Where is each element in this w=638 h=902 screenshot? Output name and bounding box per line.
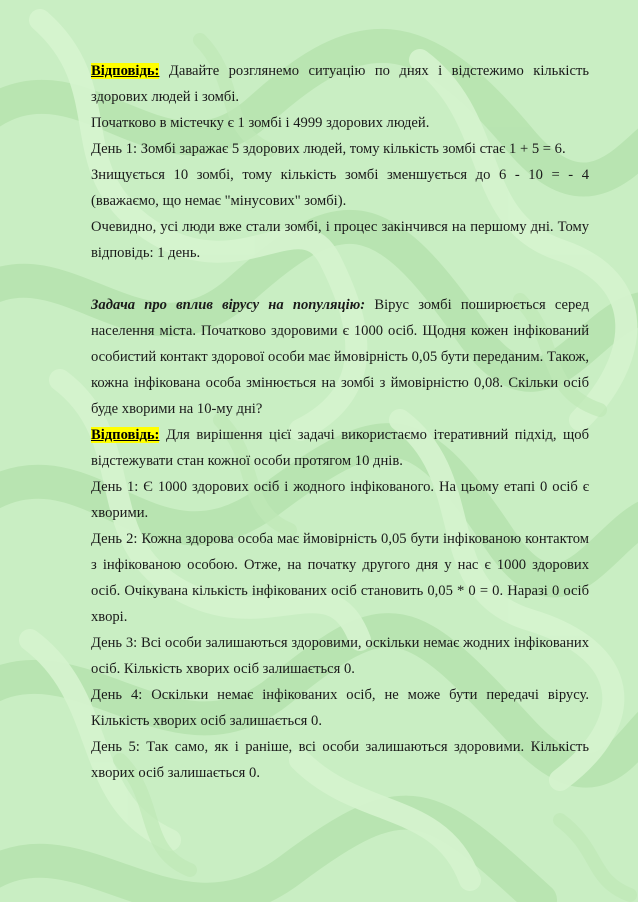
answer-label-1: Відповідь: — [91, 63, 160, 79]
task-label: Задача про вплив вірусу на популяцію: — [91, 297, 366, 313]
task-text: Вірус зомбі поширюється серед населення міста. Початково здоровими є 1000 осіб. Щодня кожен інфікований особистий контакт здорової особи має ймовірність 0,05 бути переданим. Також, кожна інфікована особа змінюється на зомбі з ймовірністю 0,08. Скільки осіб буде хворими на 10-му дні? — [91, 297, 589, 417]
paragraph-gap — [91, 266, 589, 292]
task-paragraph — [91, 292, 589, 422]
answer-label-2: Відповідь: — [91, 427, 160, 443]
answer-paragraph-2 — [91, 422, 589, 474]
day-2-paragraph: День 2: Кожна здорова особа має ймовірність 0,05 бути інфікованою контактом з інфікованою особою. Отже, на початку другого дня у нас є 1000 здорових осіб. Очікувана кількість інфікованих осіб становить 0,05 * 0 = 0. Наразі 0 осіб хворі. — [91, 531, 589, 625]
day-4-paragraph: День 4: Оскільки немає інфікованих осіб, не може бути передачі вірусу. Кількість хворих осіб залишається 0. — [91, 687, 589, 729]
day-1-paragraph: День 1: Є 1000 здорових осіб і жодного інфікованого. На цьому етапі 0 осіб є хворими. — [91, 479, 589, 521]
text-line-initial: Початково в містечку є 1 зомбі і 4999 здорових людей. — [91, 115, 430, 131]
answer-text-2: Для вирішення цієї задачі використаємо ітеративний підхід, щоб відстежувати стан кожної особи протягом 10 днів. — [91, 427, 589, 469]
text-line-day-1: День 1: Зомбі заражає 5 здорових людей, тому кількість зомбі стає 1 + 5 = 6. — [91, 141, 566, 157]
day-3-paragraph: День 3: Всі особи залишаються здоровими, оскільки немає жодних інфікованих осіб. Кількість хворих осіб залишається 0. — [91, 635, 589, 677]
document-page — [91, 58, 589, 786]
day-5-paragraph: День 5: Так само, як і раніше, всі особи залишаються здоровими. Кількість хворих осіб залишається 0. — [91, 739, 589, 781]
text-line-destroyed: Знищується 10 зомбі, тому кількість зомбі зменшується до 6 - 10 = - 4 (вважаємо, що немає "мінусових" зомбі). — [91, 167, 589, 209]
answer-text-1: Давайте розглянемо ситуацію по днях і відстежимо кількість здорових людей і зомбі. — [91, 63, 589, 105]
text-line-conclusion: Очевидно, усі люди вже стали зомбі, і процес закінчився на першому дні. Тому відповідь: 1 день. — [91, 219, 589, 261]
answer-paragraph-1 — [91, 58, 589, 110]
